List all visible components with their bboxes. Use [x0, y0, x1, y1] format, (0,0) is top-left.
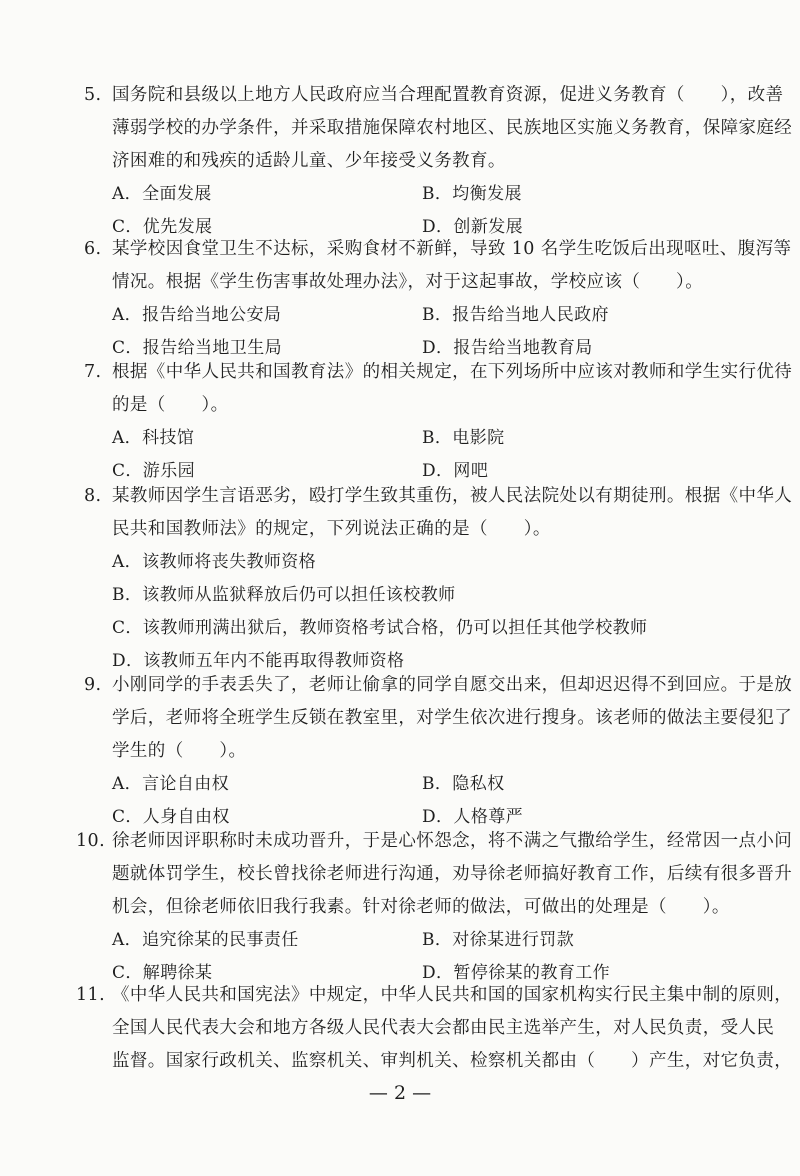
question-5	[84, 83, 793, 239]
question-stem-line: 6. 某学校因食堂卫生不达标，采购食材不新鲜，导致 10 名学生吃饭后出现呕吐、腹泻等	[84, 239, 792, 259]
option-c: C．报告给当地卫生局	[112, 338, 283, 358]
option-c: C．游乐园	[112, 461, 196, 481]
option-row	[84, 772, 764, 796]
question-9	[84, 673, 793, 829]
question-stem-line: 7. 根据《中华人民共和国教育法》的相关规定，在下列场所中应该对教师和学生实行优待	[84, 362, 793, 382]
question-number: 9.	[84, 675, 102, 695]
option-a: A．全面发展	[112, 184, 212, 204]
option-d: D．暂停徐某的教育工作	[422, 963, 611, 983]
option-b: B．该教师从监狱释放后仍可以担任该校教师	[112, 585, 456, 605]
question-stem-line: 监督。国家行政机关、监察机关、审判机关、检察机关都由（ ）产生，对它负责，	[112, 1051, 793, 1071]
question-stem-line: 9. 小刚同学的手表丢失了，老师让偷拿的同学自愿交出来，但却迟迟得不到回应。于是放	[84, 675, 793, 695]
option-a: A．该教师将丧失教师资格	[112, 552, 317, 572]
option-row	[84, 583, 764, 607]
question-number: 7.	[84, 362, 102, 382]
question-stem-line: 10. 徐老师因评职称时未成功晋升，于是心怀怨念，将不满之气撒给学生，经常因一点小问	[76, 831, 793, 851]
option-c: C．优先发展	[112, 217, 213, 237]
option-row	[84, 459, 764, 483]
option-b: B．均衡发展	[422, 184, 522, 204]
option-row	[84, 303, 764, 327]
question-number: 11.	[76, 985, 106, 1005]
question-stem-line: 情况。根据《学生伤害事故处理办法》，对于这起事故，学校应该（ ）。	[112, 272, 704, 292]
question-stem-line: 济困难的和残疾的适龄儿童、少年接受义务教育。	[112, 151, 506, 171]
option-c: C．解聘徐某	[112, 963, 213, 983]
option-c: C．该教师刑满出狱后，教师资格考试合格，仍可以担任其他学校教师	[112, 618, 648, 638]
option-a: A．言论自由权	[112, 774, 230, 794]
option-a: A．报告给当地公安局	[112, 305, 282, 325]
question-stem-line: 8. 某教师因学生言语恶劣，殴打学生致其重伤，被人民法院处以有期徒刑。根据《中华人	[84, 486, 793, 506]
question-stem-line: 薄弱学校的办学条件，并采取措施保障农村地区、民族地区实施义务教育，保障家庭经	[112, 118, 793, 138]
option-b: B．报告给当地人民政府	[422, 305, 609, 325]
option-row	[84, 550, 764, 574]
question-7	[84, 360, 793, 483]
option-row	[84, 928, 764, 952]
option-b: B．隐私权	[422, 774, 505, 794]
option-row	[84, 215, 764, 239]
question-8	[84, 484, 793, 673]
question-stem-line: 学后，老师将全班学生反锁在教室里，对学生依次进行搜身。该老师的做法主要侵犯了	[112, 708, 793, 728]
question-stem-line: 学生的（ ）。	[112, 741, 247, 761]
option-a: A．追究徐某的民事责任	[112, 930, 299, 950]
question-number: 6.	[84, 239, 102, 259]
question-stem-line: 全国人民代表大会和地方各级人民代表大会都由民主选举产生，对人民负责，受人民	[112, 1018, 775, 1038]
question-stem-line: 的是（ ）。	[112, 395, 229, 415]
option-row	[84, 182, 764, 206]
question-stem-line: 5. 国务院和县级以上地方人民政府应当合理配置教育资源，促进义务教育（ ），改善	[84, 85, 784, 105]
question-11	[76, 983, 793, 1073]
page-number: — 2 —	[368, 1082, 432, 1104]
option-d: D．该教师五年内不能再取得教师资格	[112, 651, 405, 671]
option-row	[84, 336, 764, 360]
question-stem-line: 民共和国教师法》的规定，下列说法正确的是（ ）。	[112, 519, 551, 539]
option-d: D．创新发展	[422, 217, 524, 237]
option-row	[84, 805, 764, 829]
option-row	[84, 961, 764, 985]
question-number: 10.	[76, 831, 106, 851]
option-row	[84, 426, 764, 450]
option-d: D．报告给当地教育局	[422, 338, 593, 358]
option-d: D．网吧	[422, 461, 489, 481]
question-10	[76, 829, 793, 985]
option-row	[84, 649, 764, 673]
option-c: C．人身自由权	[112, 807, 230, 827]
question-number: 5.	[84, 85, 102, 105]
option-a: A．科技馆	[112, 428, 195, 448]
question-6	[84, 237, 792, 360]
question-stem-line: 11. 《中华人民共和国宪法》中规定，中华人民共和国的国家机构实行民主集中制的原则，	[76, 985, 793, 1005]
option-b: B．对徐某进行罚款	[422, 930, 575, 950]
question-number: 8.	[84, 486, 102, 506]
option-d: D．人格尊严	[422, 807, 524, 827]
question-stem-line: 题就体罚学生，校长曾找徐老师进行沟通，劝导徐老师搞好教育工作，后续有很多晋升	[112, 864, 793, 884]
option-b: B．电影院	[422, 428, 505, 448]
question-stem-line: 机会，但徐老师依旧我行我素。针对徐老师的做法，可做出的处理是（ ）。	[112, 897, 730, 917]
option-row	[84, 616, 764, 640]
